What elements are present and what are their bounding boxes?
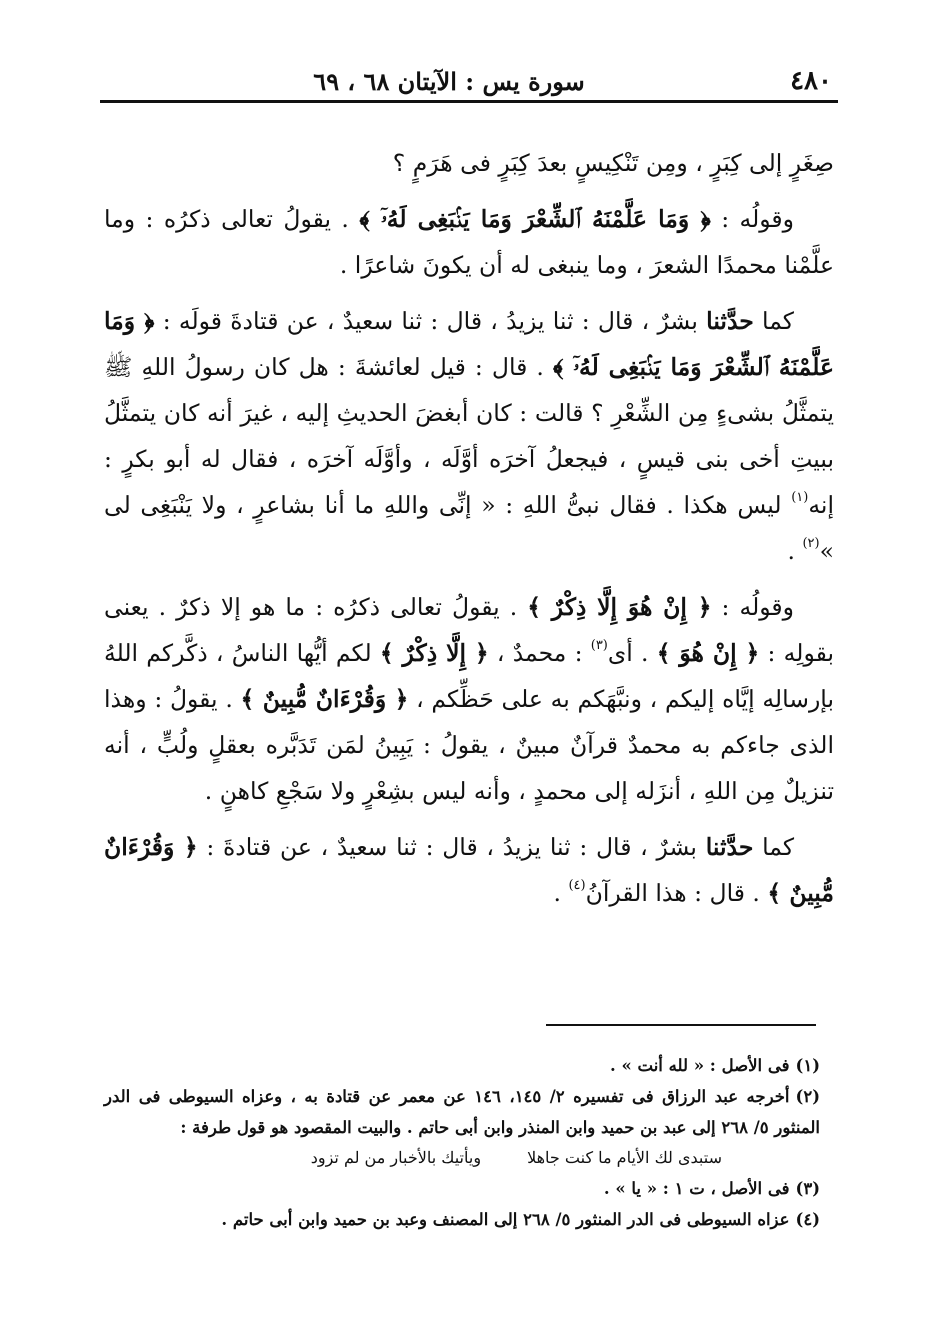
verse-hemistich-1: ستبدى لك الأيام ما كنت جاهلا [527, 1148, 722, 1167]
text-run: . قال : هذا القرآنُ [585, 879, 768, 907]
paragraph-3 [104, 298, 834, 574]
footnote-ref-1[interactable]: (١) [791, 490, 809, 505]
page-header [108, 56, 832, 96]
paragraph-1-text: صِغَرٍ إلى كِبَرٍ ، ومِن تَنْكِيسٍ بعدَ كِبَرٍ فى هَرَمٍ ؟ [392, 149, 834, 177]
poetry-verse [104, 1143, 820, 1173]
footnote-4 [104, 1204, 820, 1235]
quran-quote: ﴿ وَقُرْءَانٌ مُّبِينٌ ﴾ [104, 833, 834, 907]
text-run: . قال : قيل لعائشةَ : هل كان رسولُ اللهِ ﷺ يتمثَّلُ بشىءٍ مِن الشِّعْرِ ؟ قالت : كان أبغضَ الحديثِ إليه ، غيرَ أنه كان يتمثَّلُ ببيتِ أخى بنى قيسٍ ، فيجعلُ آخرَه أوَّلَه ، وأوَّلَه آخرَه ، فقال له أبو بكرٍ : إنه [104, 353, 834, 519]
text-run: . [787, 537, 803, 565]
paragraph-5 [104, 824, 834, 916]
text-run: : محمدٌ ، [488, 639, 591, 667]
hadith-keyword: حدَّثنا [706, 307, 754, 335]
footnote-text: فى الأصل : « لله أنت » . [609, 1056, 790, 1075]
quran-quote: ﴿ وَمَا عَلَّمْنَهُ ٱلشِّعْرَ وَمَا يَنۢبَغِى لَهُۥٓ ﴾ [104, 307, 834, 381]
footnote-1 [104, 1050, 820, 1081]
hadith-keyword: حدَّثنا [705, 833, 754, 861]
text-run: وقولُه : [711, 593, 794, 621]
footnote-text: عزاه السيوطى فى الدر المنثور ٥/ ٢٦٨ إلى المصنف وعبد بن حميد وابن أبى حاتم . [221, 1210, 790, 1229]
running-title: سورة يس : الآيتان ٦٨ ، ٦٩ [313, 67, 585, 96]
quran-quote: ﴿ إِلَّا ذِكْرٌ ﴾ [379, 639, 489, 667]
text-run: وقولُه : [710, 205, 794, 233]
text-run: بشرٌ ، قال : ثنا يزيدُ ، قال : ثنا سعيدٌ ، عن قتادةَ قولَه : [154, 307, 707, 335]
verse-hemistich-2: ويأتيك بالأخبار من لم تزود [310, 1148, 482, 1167]
quran-quote: ﴿ وَمَا عَلَّمْنَهُ ٱلشِّعْرَ وَمَا يَنۢبَغِى لَهُۥٓ ﴾ [359, 205, 711, 233]
paragraph-4 [104, 584, 834, 814]
footnote-separator [546, 1024, 816, 1026]
quran-quote: ﴿ إِنْ هُوَ ﴾ [656, 639, 760, 667]
text-run: . يقولُ تعالى ذكرُه : وما علَّمْنا محمدًا الشعرَ ، وما ينبغى له أن يكونَ شاعرًا . [104, 205, 834, 279]
text-run: كما [753, 833, 795, 861]
footnote-ref-4[interactable]: (٤) [568, 878, 586, 893]
footnote-number: (٤) [795, 1210, 820, 1229]
main-text [104, 140, 834, 926]
footnote-text: فى الأصل ، ت ١ : « يا » . [603, 1179, 790, 1198]
footnote-ref-3[interactable]: (٣) [590, 638, 608, 653]
text-run: . يقولُ : وهذا الذى جاءكم به محمدٌ قرآنٌ مبينٌ ، يقولُ : يَبِينُ لمَن تَدَبَّره بعقلٍ ولُبٍّ ، أنه تنزيلٌ مِن اللهِ ، أنزَله إلى محمدٍ ، وأنه ليس بشِعْرٍ ولا سَجْعِ كاهنٍ . [104, 685, 834, 805]
text-run: لكم أيُّها الناسُ ، ذكَّركم اللهُ بإرسالِه إيَّاه إليكم ، ونبَّهَكم به على حَظِّكم ، [104, 639, 834, 713]
quran-quote: ﴿ وَقُرْءَانٌ مُّبِينٌ ﴾ [240, 685, 409, 713]
footnote-text: أخرجه عبد الرزاق فى تفسيره ٢/ ١٤٥، ١٤٦ عن معمر عن قتادة به ، وعزاه السيوطى فى الدر المنثور ٥/ ٢٦٨ إلى عبد بن حميد وابن المنذر وابن أبى حاتم . والبيت المقصود هو قول طرفة : [104, 1087, 820, 1137]
text-run: بشرٌ ، قال : ثنا يزيدُ ، قال : ثنا سعيدٌ ، عن قتادةَ : [197, 833, 706, 861]
footnote-ref-2[interactable]: (٢) [802, 536, 820, 551]
text-run: كما [753, 307, 794, 335]
page-number: ٤٨٠ [790, 66, 832, 96]
footnote-number: (٣) [795, 1179, 820, 1198]
footnote-3 [104, 1173, 820, 1204]
text-run: . أى [607, 639, 657, 667]
footnote-number: (١) [795, 1056, 820, 1075]
quran-quote: ﴿ إِنْ هُوَ إِلَّا ذِكْرٌ ﴾ [527, 593, 712, 621]
footnote-number: (٢) [795, 1087, 820, 1106]
paragraph-2 [104, 196, 834, 288]
text-run: ليس هكذا . فقال نبىُّ اللهِ : « إنِّى واللهِ ما أنا بشاعرٍ ، ولا يَنْبَغِى لى » [104, 491, 834, 565]
paragraph-1 [104, 140, 834, 186]
text-run: . [553, 879, 569, 907]
text-run: . يقولُ تعالى ذكرُه : ما هو إلا ذكرٌ . يعنى بقولِه : [104, 593, 835, 667]
footnotes [104, 1050, 820, 1235]
header-rule [100, 100, 838, 103]
footnote-2 [104, 1081, 820, 1143]
